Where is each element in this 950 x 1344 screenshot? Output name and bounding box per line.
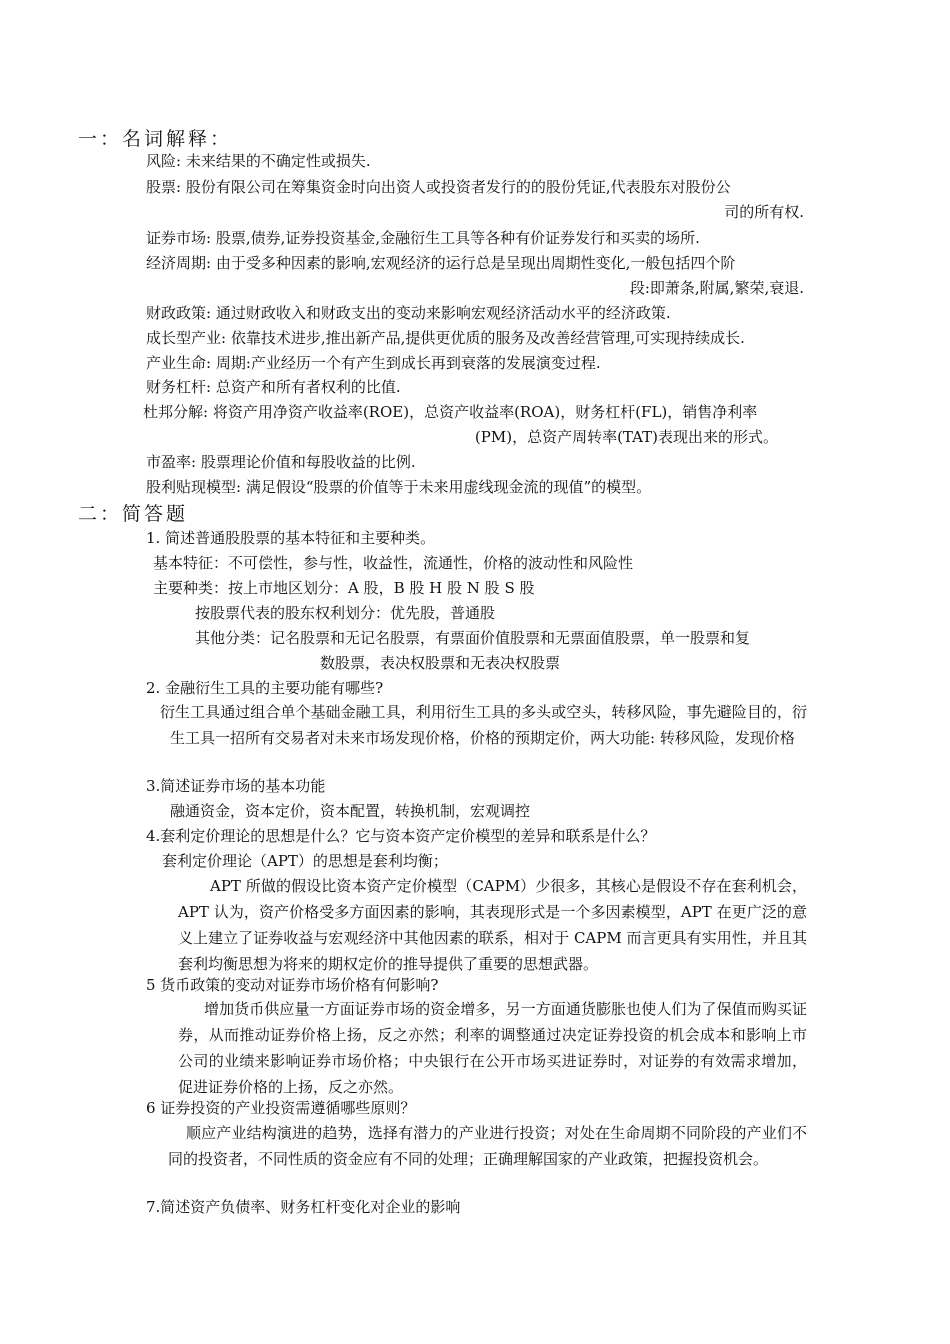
q5-answer: 增加货币供应量一方面证券市场的资金增多，另一方面通货膨胀也使人们为了保值而购买证券，从而推动证券价格上扬，反之亦然；利率的调整通过决定证券投资的机会成本和影响上市公司的业绩来影响证券市场价格；中央银行在公开市场买进证券时，对证券的有效需求增加，促进证券价格的上扬，反之亦然。	[178, 1000, 807, 1096]
q7-question: 7.简述资产负债率、财务杠杆变化对企业的影响	[146, 1198, 461, 1216]
q3-answer: 融通资金，资本定价，资本配置，转换机制，宏观调控	[170, 802, 531, 820]
term-pe-ratio: 市盈率: 股票理论价值和每股收益的比例.	[146, 453, 416, 471]
section2-heading: 二：简答题	[78, 503, 189, 525]
section1-heading: 一：名词解释：	[78, 128, 233, 150]
q2-answer	[160, 699, 807, 751]
q4-answer-compare: APT 所做的假设比资本资产定价模型（CAPM）少很多，其核心是假设不存在套利机会，APT 认为，资产价格受多方面因素的影响，其表现形式是一个多因素模型，APT 在更广泛的意义上建立了证券收益与宏观经济中其他因素的联系，相对于 CAPM 而言更具有实用性，并且其套利均衡思想为将来的期权定价的推导提供了重要的思想武器。	[178, 877, 807, 973]
q1-question: 1. 简述普通股股票的基本特征和主要种类。	[146, 529, 436, 547]
q2-question: 2. 金融衍生工具的主要功能有哪些?	[146, 679, 384, 697]
term-ddm: 股利贴现模型: 满足假设“股票的价值等于未来用虚线现金流的现值”的模型。	[146, 478, 652, 496]
q3-question: 3.简述证券市场的基本功能	[146, 777, 326, 795]
q1-answer-other: 其他分类：记名股票和无记名股票，有票面价值股票和无票面值股票，单一股票和复	[195, 629, 751, 647]
term-fiscal-policy: 财政政策: 通过财政收入和财政支出的变动来影响宏观经济活动水平的经济政策.	[146, 304, 671, 322]
term-dupont: 杜邦分解: 将资产用净资产收益率(ROE)，总资产收益率(ROA)，财务杠杆(FL)，销售净利率	[143, 403, 758, 421]
term-risk: 风险: 未来结果的不确定性或损失.	[146, 152, 371, 170]
q2-answer-text: 衍生工具通过组合单个基础金融工具，利用衍生工具的多头或空头，转移风险，事先避险目的，衍生工具一招所有交易者对未来市场发现价格，价格的预期定价，两大功能: 转移风险，发现价格	[160, 703, 807, 747]
q1-answer-features: 基本特征：不可偿性，参与性，收益性，流通性，价格的波动性和风险性	[153, 554, 634, 572]
term-dupont-cont: (PM)，总资产周转率(TAT)表现出来的形式。	[474, 428, 778, 446]
term-financial-leverage: 财务杠杆: 总资产和所有者权利的比值.	[146, 378, 401, 396]
q1-answer-other-cont: 数股票，表决权股票和无表决权股票	[320, 654, 561, 672]
q4-answer-apt: 套利定价理论（APT）的思想是套利均衡；	[162, 852, 448, 870]
q5-question: 5 货币政策的变动对证券市场价格有何影响?	[146, 976, 439, 994]
term-stock: 股票: 股份有限公司在筹集资金时向出资人或投资者发行的的股份凭证,代表股东对股份公	[146, 178, 731, 196]
term-economic-cycle-cont: 段:即萧条,附属,繁荣,衰退.	[629, 279, 804, 297]
q6-answer: 顺应产业结构演进的趋势，选择有潜力的产业进行投资；对处在生命周期不同阶段的产业们不同的投资者，不同性质的资金应有不同的处理；正确理解国家的产业政策，把握投资机会。	[168, 1124, 807, 1168]
q1-answer-rights: 按股票代表的股东权利划分：优先股，普通股	[195, 604, 496, 622]
term-industry-life: 产业生命: 周期:产业经历一个有产生到成长再到衰落的发展演变过程.	[146, 354, 601, 372]
q6-question: 6 证券投资的产业投资需遵循哪些原则？	[146, 1099, 416, 1117]
q1-answer-types: 主要种类：按上市地区划分：A 股，B 股 H 股 N 股 S 股	[153, 579, 535, 597]
term-stock-cont: 司的所有权.	[724, 203, 804, 221]
term-economic-cycle: 经济周期: 由于受多种因素的影响,宏观经济的运行总是呈现出周期性变化,一般包括四个阶	[146, 254, 736, 272]
q4-question: 4.套利定价理论的思想是什么？它与资本资产定价模型的差异和联系是什么？	[146, 827, 656, 845]
term-securities-market: 证券市场: 股票,债券,证券投资基金,金融衍生工具等各种有价证券发行和买卖的场所.	[146, 229, 700, 247]
term-growth-industry: 成长型产业: 依靠技术进步,推出新产品,提供更优质的服务及改善经营管理,可实现持续成长.	[146, 329, 745, 347]
